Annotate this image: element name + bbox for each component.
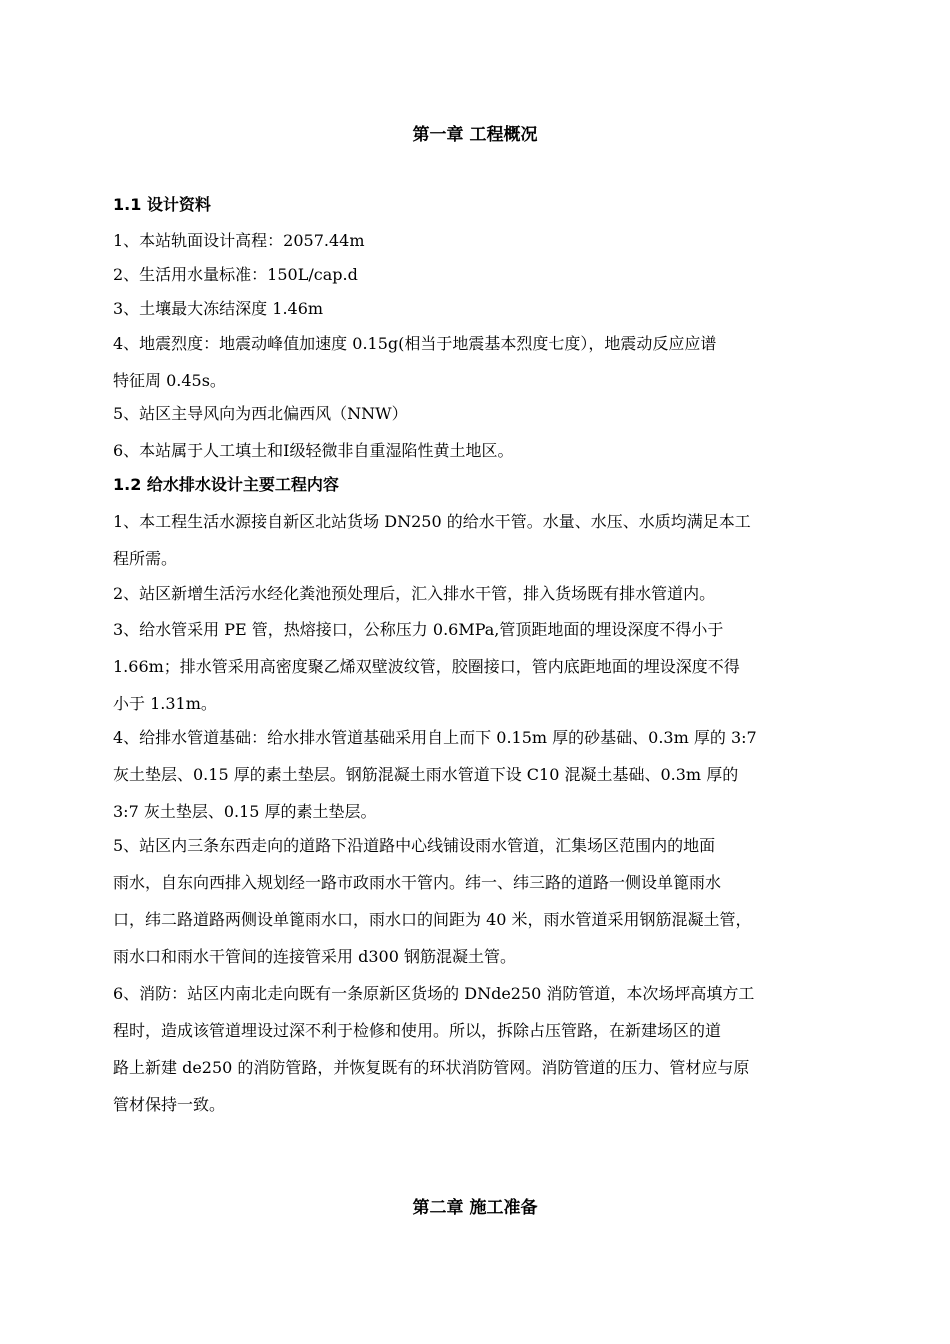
section-1-1-item-2 xyxy=(113,256,858,293)
item-line: 3:7 灰土垫层、0.15 厚的素土垫层。 xyxy=(113,802,377,821)
item-line: 6、消防：站区内南北走向既有一条原新区货场的 DNde250 消防管道，本次场坪高填方工 xyxy=(113,984,755,1003)
item-line: 特征周 0.45s。 xyxy=(113,371,226,390)
item-line: 4、给排水管道基础：给水排水管道基础采用自上而下 0.15m 厚的砂基础、0.3m 厚的 3:7 xyxy=(113,728,757,747)
item-line: 5、站区主导风向为西北偏西风（NNW） xyxy=(113,404,408,423)
item-line: 程时，造成该管道埋设过深不利于检修和使用。所以，拆除占压管路，在新建场区的道 xyxy=(113,1021,722,1040)
item-line: 5、站区内三条东西走向的道路下沿道路中心线铺设雨水管道，汇集场区范围内的地面 xyxy=(113,836,716,855)
item-line: 1.66m；排水管采用高密度聚乙烯双壁波纹管，胶圈接口，管内底距地面的埋设深度不得 xyxy=(113,657,740,676)
item-line: 3、给水管采用 PE 管，热熔接口，公称压力 0.6MPa,管顶距地面的埋设深度不得小于 xyxy=(113,620,724,639)
section-1-1-heading: 1.1 设计资料 xyxy=(113,195,211,214)
item-line: 路上新建 de250 的消防管路，并恢复既有的环状消防管网。消防管道的压力、管材应与原 xyxy=(113,1058,750,1077)
section-1-1-item-4 xyxy=(113,325,858,399)
item-line: 3、土壤最大冻结深度 1.46m xyxy=(113,299,324,318)
section-1-2-item-4 xyxy=(113,719,858,830)
section-1-1-item-3 xyxy=(113,290,858,327)
section-1-2-item-2 xyxy=(113,575,858,612)
item-line: 6、本站属于人工填土和Ⅰ级轻微非自重湿陷性黄土地区。 xyxy=(113,441,514,460)
item-line: 灰土垫层、0.15 厚的素土垫层。钢筋混凝土雨水管道下设 C10 混凝土基础、0.3m 厚的 xyxy=(113,765,739,784)
section-1-2-item-1 xyxy=(113,503,858,577)
chapter-1-title: 第一章 工程概况 xyxy=(412,125,538,145)
section-1-1-item-1 xyxy=(113,222,858,259)
item-line: 2、生活用水量标准：150L/cap.d xyxy=(113,265,358,284)
item-line: 雨水，自东向西排入规划经一路市政雨水干管内。纬一、纬三路的道路一侧设单篦雨水 xyxy=(113,873,722,892)
section-1-2-item-5 xyxy=(113,827,858,975)
item-line: 4、地震烈度：地震动峰值加速度 0.15g(相当于地震基本烈度七度），地震动反应应谱 xyxy=(113,334,717,353)
chapter-2-title: 第二章 施工准备 xyxy=(412,1198,538,1218)
item-line: 程所需。 xyxy=(113,549,178,568)
item-line: 雨水口和雨水干管间的连接管采用 d300 钢筋混凝土管。 xyxy=(113,947,516,966)
section-1-2-item-6 xyxy=(113,975,858,1123)
item-line: 口，纬二路道路两侧设单篦雨水口，雨水口的间距为 40 米，雨水管道采用钢筋混凝土管， xyxy=(113,910,752,929)
item-line: 1、本站轨面设计高程：2057.44m xyxy=(113,231,365,250)
section-1-2-heading: 1.2 给水排水设计主要工程内容 xyxy=(113,475,339,494)
section-1-1-item-5 xyxy=(113,395,858,432)
item-line: 管材保持一致。 xyxy=(113,1095,226,1114)
item-line: 2、站区新增生活污水经化粪池预处理后，汇入排水干管，排入货场既有排水管道内。 xyxy=(113,584,716,603)
section-1-1-item-6 xyxy=(113,432,858,469)
section-1-2-item-3 xyxy=(113,611,858,722)
item-line: 小于 1.31m。 xyxy=(113,694,217,713)
item-line: 1、本工程生活水源接自新区北站货场 DN250 的给水干管。水量、水压、水质均满足本工 xyxy=(113,512,751,531)
